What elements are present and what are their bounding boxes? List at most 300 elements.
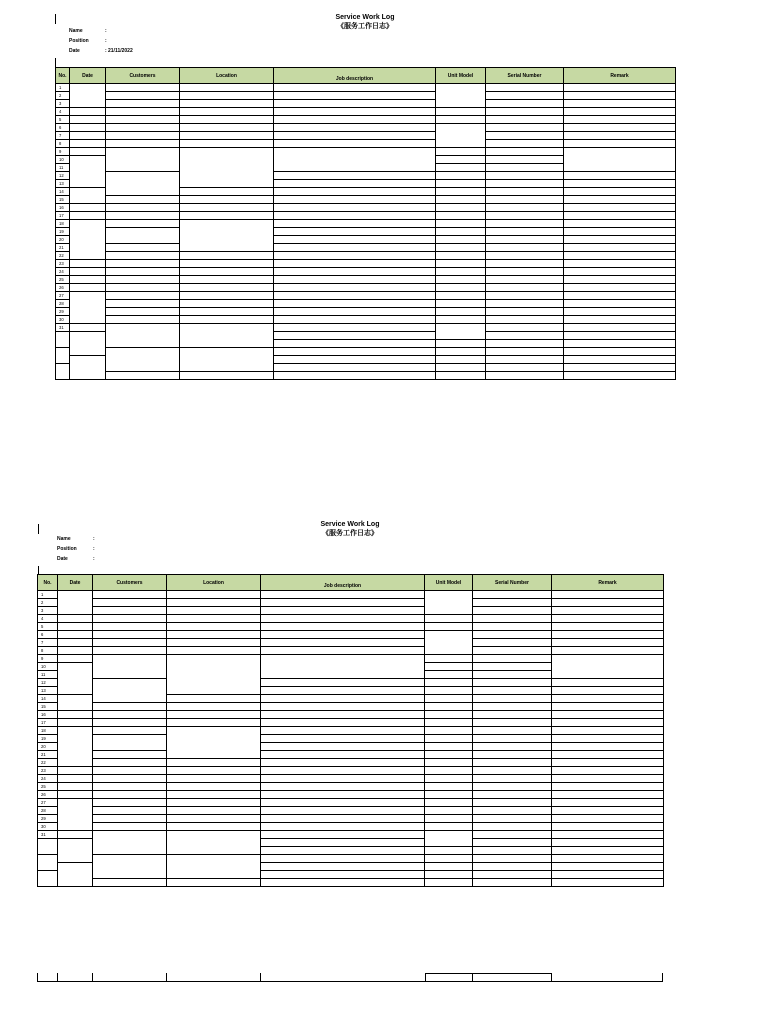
- cell-remark[interactable]: [564, 364, 676, 372]
- cell-customers[interactable]: [93, 687, 167, 695]
- cell-job-description[interactable]: [274, 108, 436, 116]
- cell-location[interactable]: [167, 647, 261, 655]
- cell-serial-number[interactable]: [486, 132, 564, 140]
- cell-serial-number[interactable]: [473, 823, 552, 831]
- cell-location[interactable]: [180, 228, 274, 236]
- cell-location[interactable]: [167, 855, 261, 863]
- cell-serial-number[interactable]: [473, 663, 552, 671]
- cell-job-description[interactable]: [274, 228, 436, 236]
- cell-location[interactable]: [180, 92, 274, 100]
- cell-remark[interactable]: [564, 124, 676, 132]
- cell-job-description[interactable]: [261, 615, 425, 623]
- cell-date[interactable]: [70, 356, 106, 364]
- cell-unit-model[interactable]: [436, 228, 486, 236]
- cell-serial-number[interactable]: [473, 727, 552, 735]
- cell-location[interactable]: [180, 212, 274, 220]
- cell-location[interactable]: [180, 252, 274, 260]
- cell-date[interactable]: [58, 847, 93, 855]
- cell-job-description[interactable]: [274, 140, 436, 148]
- cell-remark[interactable]: [564, 220, 676, 228]
- cell-location[interactable]: [167, 663, 261, 671]
- cell-remark[interactable]: [552, 623, 664, 631]
- cell-remark[interactable]: [564, 148, 676, 156]
- cell-unit-model[interactable]: [425, 711, 473, 719]
- cell-serial-number[interactable]: [473, 791, 552, 799]
- cell-unit-model[interactable]: [436, 124, 486, 132]
- cell-location[interactable]: [167, 711, 261, 719]
- cell-date[interactable]: [70, 148, 106, 156]
- cell-serial-number[interactable]: [473, 783, 552, 791]
- cell-location[interactable]: [180, 108, 274, 116]
- cell-remark[interactable]: [552, 775, 664, 783]
- cell-customers[interactable]: [106, 284, 180, 292]
- cell-remark[interactable]: [564, 268, 676, 276]
- cell-serial-number[interactable]: [486, 244, 564, 252]
- cell-unit-model[interactable]: [425, 615, 473, 623]
- cell-remark[interactable]: [564, 236, 676, 244]
- cell-serial-number[interactable]: [486, 116, 564, 124]
- cell-serial-number[interactable]: [473, 623, 552, 631]
- cell-customers[interactable]: [93, 863, 167, 871]
- cell-customers[interactable]: [106, 276, 180, 284]
- cell-remark[interactable]: [552, 879, 664, 887]
- cell-job-description[interactable]: [261, 815, 425, 823]
- cell-remark[interactable]: [552, 607, 664, 615]
- cell-serial-number[interactable]: [486, 276, 564, 284]
- cell-remark[interactable]: [564, 332, 676, 340]
- cell-customers[interactable]: [93, 639, 167, 647]
- cell-location[interactable]: [180, 340, 274, 348]
- cell-serial-number[interactable]: [473, 807, 552, 815]
- cell-date[interactable]: [70, 220, 106, 228]
- cell-serial-number[interactable]: [486, 180, 564, 188]
- cell-location[interactable]: [167, 695, 261, 703]
- cell-unit-model[interactable]: [436, 92, 486, 100]
- cell-location[interactable]: [167, 687, 261, 695]
- cell-serial-number[interactable]: [486, 316, 564, 324]
- cell-customers[interactable]: [93, 831, 167, 839]
- cell-remark[interactable]: [564, 156, 676, 164]
- cell-remark[interactable]: [552, 695, 664, 703]
- cell-date[interactable]: [58, 743, 93, 751]
- cell-serial-number[interactable]: [486, 348, 564, 356]
- cell-job-description[interactable]: [261, 735, 425, 743]
- cell-location[interactable]: [180, 84, 274, 92]
- cell-customers[interactable]: [106, 92, 180, 100]
- cell-customers[interactable]: [106, 252, 180, 260]
- cell-customers[interactable]: [106, 348, 180, 356]
- cell-customers[interactable]: [106, 244, 180, 252]
- cell-job-description[interactable]: [261, 719, 425, 727]
- cell-customers[interactable]: [106, 116, 180, 124]
- cell-location[interactable]: [167, 775, 261, 783]
- cell-location[interactable]: [180, 244, 274, 252]
- cell-remark[interactable]: [564, 116, 676, 124]
- cell-date[interactable]: [58, 735, 93, 743]
- cell-serial-number[interactable]: [486, 236, 564, 244]
- cell-serial-number[interactable]: [473, 751, 552, 759]
- cell-customers[interactable]: [106, 228, 180, 236]
- cell-remark[interactable]: [552, 831, 664, 839]
- cell-date[interactable]: [58, 879, 93, 887]
- cell-unit-model[interactable]: [425, 767, 473, 775]
- cell-date[interactable]: [70, 132, 106, 140]
- cell-location[interactable]: [180, 100, 274, 108]
- cell-unit-model[interactable]: [425, 671, 473, 679]
- cell-unit-model[interactable]: [425, 703, 473, 711]
- cell-customers[interactable]: [93, 591, 167, 599]
- cell-customers[interactable]: [106, 340, 180, 348]
- cell-location[interactable]: [167, 783, 261, 791]
- cell-date[interactable]: [70, 316, 106, 324]
- cell-location[interactable]: [167, 871, 261, 879]
- cell-customers[interactable]: [93, 839, 167, 847]
- cell-customers[interactable]: [106, 124, 180, 132]
- cell-location[interactable]: [180, 196, 274, 204]
- cell-remark[interactable]: [552, 799, 664, 807]
- cell-customers[interactable]: [93, 775, 167, 783]
- cell-remark[interactable]: [552, 847, 664, 855]
- cell-date[interactable]: [70, 100, 106, 108]
- cell-serial-number[interactable]: [473, 847, 552, 855]
- cell-unit-model[interactable]: [425, 687, 473, 695]
- cell-serial-number[interactable]: [473, 615, 552, 623]
- cell-unit-model[interactable]: [436, 348, 486, 356]
- cell-job-description[interactable]: [274, 252, 436, 260]
- cell-remark[interactable]: [552, 711, 664, 719]
- cell-location[interactable]: [167, 815, 261, 823]
- cell-remark[interactable]: [564, 204, 676, 212]
- cell-remark[interactable]: [564, 260, 676, 268]
- cell-remark[interactable]: [564, 244, 676, 252]
- cell-remark[interactable]: [552, 727, 664, 735]
- cell-date[interactable]: [70, 260, 106, 268]
- cell-job-description[interactable]: [274, 332, 436, 340]
- cell-date[interactable]: [70, 364, 106, 372]
- cell-job-description[interactable]: [274, 156, 436, 164]
- cell-unit-model[interactable]: [425, 839, 473, 847]
- cell-job-description[interactable]: [274, 148, 436, 156]
- cell-serial-number[interactable]: [486, 204, 564, 212]
- cell-unit-model[interactable]: [436, 188, 486, 196]
- cell-customers[interactable]: [106, 84, 180, 92]
- cell-location[interactable]: [180, 164, 274, 172]
- cell-unit-model[interactable]: [425, 807, 473, 815]
- cell-location[interactable]: [180, 140, 274, 148]
- cell-serial-number[interactable]: [486, 308, 564, 316]
- cell-customers[interactable]: [93, 623, 167, 631]
- cell-job-description[interactable]: [274, 116, 436, 124]
- cell-unit-model[interactable]: [425, 655, 473, 663]
- cell-job-description[interactable]: [261, 695, 425, 703]
- cell-remark[interactable]: [552, 855, 664, 863]
- cell-date[interactable]: [58, 807, 93, 815]
- cell-date[interactable]: [58, 599, 93, 607]
- cell-unit-model[interactable]: [425, 799, 473, 807]
- cell-date[interactable]: [70, 372, 106, 380]
- cell-customers[interactable]: [93, 615, 167, 623]
- cell-location[interactable]: [167, 607, 261, 615]
- cell-serial-number[interactable]: [486, 84, 564, 92]
- cell-job-description[interactable]: [261, 599, 425, 607]
- cell-customers[interactable]: [106, 132, 180, 140]
- cell-date[interactable]: [58, 607, 93, 615]
- cell-customers[interactable]: [93, 711, 167, 719]
- cell-job-description[interactable]: [261, 879, 425, 887]
- cell-location[interactable]: [167, 831, 261, 839]
- cell-remark[interactable]: [552, 863, 664, 871]
- cell-unit-model[interactable]: [425, 871, 473, 879]
- cell-date[interactable]: [70, 84, 106, 92]
- cell-location[interactable]: [180, 116, 274, 124]
- cell-job-description[interactable]: [261, 711, 425, 719]
- cell-customers[interactable]: [93, 679, 167, 687]
- cell-customers[interactable]: [106, 324, 180, 332]
- cell-unit-model[interactable]: [425, 735, 473, 743]
- cell-date[interactable]: [58, 831, 93, 839]
- cell-serial-number[interactable]: [473, 695, 552, 703]
- cell-remark[interactable]: [564, 180, 676, 188]
- cell-unit-model[interactable]: [425, 591, 473, 599]
- cell-unit-model[interactable]: [436, 252, 486, 260]
- cell-location[interactable]: [180, 172, 274, 180]
- cell-date[interactable]: [70, 340, 106, 348]
- cell-customers[interactable]: [106, 188, 180, 196]
- cell-location[interactable]: [167, 751, 261, 759]
- cell-date[interactable]: [70, 212, 106, 220]
- cell-serial-number[interactable]: [473, 599, 552, 607]
- cell-unit-model[interactable]: [425, 791, 473, 799]
- cell-customers[interactable]: [93, 647, 167, 655]
- cell-job-description[interactable]: [261, 767, 425, 775]
- cell-remark[interactable]: [552, 599, 664, 607]
- cell-unit-model[interactable]: [436, 260, 486, 268]
- cell-serial-number[interactable]: [473, 703, 552, 711]
- cell-location[interactable]: [180, 292, 274, 300]
- cell-remark[interactable]: [564, 140, 676, 148]
- cell-job-description[interactable]: [274, 356, 436, 364]
- cell-remark[interactable]: [552, 791, 664, 799]
- cell-customers[interactable]: [93, 631, 167, 639]
- cell-serial-number[interactable]: [473, 631, 552, 639]
- cell-remark[interactable]: [564, 316, 676, 324]
- cell-unit-model[interactable]: [425, 831, 473, 839]
- cell-serial-number[interactable]: [486, 100, 564, 108]
- cell-job-description[interactable]: [274, 212, 436, 220]
- cell-job-description[interactable]: [261, 679, 425, 687]
- cell-date[interactable]: [58, 855, 93, 863]
- cell-date[interactable]: [58, 615, 93, 623]
- cell-customers[interactable]: [93, 855, 167, 863]
- cell-date[interactable]: [58, 655, 93, 663]
- cell-unit-model[interactable]: [436, 244, 486, 252]
- cell-customers[interactable]: [106, 260, 180, 268]
- cell-unit-model[interactable]: [425, 823, 473, 831]
- cell-unit-model[interactable]: [436, 308, 486, 316]
- cell-unit-model[interactable]: [436, 324, 486, 332]
- cell-job-description[interactable]: [261, 863, 425, 871]
- cell-serial-number[interactable]: [473, 735, 552, 743]
- cell-unit-model[interactable]: [436, 116, 486, 124]
- cell-location[interactable]: [167, 623, 261, 631]
- cell-customers[interactable]: [106, 356, 180, 364]
- cell-serial-number[interactable]: [473, 591, 552, 599]
- cell-customers[interactable]: [106, 164, 180, 172]
- cell-job-description[interactable]: [261, 671, 425, 679]
- cell-customers[interactable]: [93, 599, 167, 607]
- cell-remark[interactable]: [564, 340, 676, 348]
- cell-unit-model[interactable]: [436, 100, 486, 108]
- cell-remark[interactable]: [552, 663, 664, 671]
- cell-job-description[interactable]: [261, 823, 425, 831]
- cell-serial-number[interactable]: [473, 815, 552, 823]
- cell-date[interactable]: [58, 783, 93, 791]
- cell-date[interactable]: [58, 663, 93, 671]
- cell-customers[interactable]: [106, 236, 180, 244]
- date-value[interactable]: 21/11/2022: [108, 48, 133, 54]
- cell-location[interactable]: [180, 308, 274, 316]
- cell-customers[interactable]: [93, 759, 167, 767]
- cell-unit-model[interactable]: [425, 663, 473, 671]
- cell-customers[interactable]: [93, 783, 167, 791]
- cell-unit-model[interactable]: [425, 599, 473, 607]
- cell-remark[interactable]: [552, 703, 664, 711]
- cell-serial-number[interactable]: [486, 156, 564, 164]
- cell-location[interactable]: [167, 671, 261, 679]
- cell-location[interactable]: [180, 356, 274, 364]
- cell-job-description[interactable]: [274, 276, 436, 284]
- cell-date[interactable]: [58, 759, 93, 767]
- cell-serial-number[interactable]: [486, 228, 564, 236]
- cell-date[interactable]: [70, 188, 106, 196]
- cell-customers[interactable]: [106, 332, 180, 340]
- cell-job-description[interactable]: [261, 799, 425, 807]
- cell-customers[interactable]: [106, 172, 180, 180]
- cell-unit-model[interactable]: [436, 148, 486, 156]
- cell-date[interactable]: [70, 108, 106, 116]
- cell-date[interactable]: [58, 751, 93, 759]
- cell-serial-number[interactable]: [473, 759, 552, 767]
- cell-customers[interactable]: [106, 204, 180, 212]
- cell-date[interactable]: [58, 687, 93, 695]
- cell-customers[interactable]: [93, 663, 167, 671]
- cell-remark[interactable]: [564, 212, 676, 220]
- cell-date[interactable]: [70, 124, 106, 132]
- cell-date[interactable]: [70, 228, 106, 236]
- cell-remark[interactable]: [552, 823, 664, 831]
- cell-remark[interactable]: [552, 679, 664, 687]
- cell-serial-number[interactable]: [486, 172, 564, 180]
- cell-unit-model[interactable]: [425, 623, 473, 631]
- cell-unit-model[interactable]: [425, 639, 473, 647]
- cell-date[interactable]: [58, 647, 93, 655]
- cell-location[interactable]: [167, 599, 261, 607]
- cell-unit-model[interactable]: [436, 108, 486, 116]
- cell-remark[interactable]: [564, 324, 676, 332]
- cell-customers[interactable]: [106, 148, 180, 156]
- cell-job-description[interactable]: [274, 236, 436, 244]
- cell-unit-model[interactable]: [425, 775, 473, 783]
- cell-location[interactable]: [180, 180, 274, 188]
- cell-job-description[interactable]: [274, 220, 436, 228]
- cell-serial-number[interactable]: [473, 879, 552, 887]
- cell-customers[interactable]: [106, 180, 180, 188]
- cell-location[interactable]: [167, 631, 261, 639]
- cell-customers[interactable]: [93, 815, 167, 823]
- cell-location[interactable]: [180, 300, 274, 308]
- cell-serial-number[interactable]: [486, 188, 564, 196]
- cell-unit-model[interactable]: [425, 751, 473, 759]
- cell-serial-number[interactable]: [473, 775, 552, 783]
- cell-remark[interactable]: [552, 839, 664, 847]
- cell-date[interactable]: [58, 767, 93, 775]
- cell-remark[interactable]: [552, 767, 664, 775]
- cell-serial-number[interactable]: [473, 655, 552, 663]
- cell-remark[interactable]: [552, 671, 664, 679]
- cell-job-description[interactable]: [261, 631, 425, 639]
- cell-date[interactable]: [70, 324, 106, 332]
- cell-remark[interactable]: [552, 655, 664, 663]
- cell-serial-number[interactable]: [486, 164, 564, 172]
- cell-customers[interactable]: [106, 300, 180, 308]
- cell-unit-model[interactable]: [436, 364, 486, 372]
- cell-customers[interactable]: [106, 100, 180, 108]
- cell-job-description[interactable]: [261, 783, 425, 791]
- cell-serial-number[interactable]: [486, 364, 564, 372]
- cell-serial-number[interactable]: [473, 647, 552, 655]
- cell-customers[interactable]: [93, 727, 167, 735]
- cell-unit-model[interactable]: [436, 220, 486, 228]
- cell-customers[interactable]: [93, 871, 167, 879]
- cell-date[interactable]: [58, 639, 93, 647]
- cell-serial-number[interactable]: [486, 292, 564, 300]
- cell-job-description[interactable]: [274, 372, 436, 380]
- cell-location[interactable]: [167, 743, 261, 751]
- cell-location[interactable]: [167, 823, 261, 831]
- cell-serial-number[interactable]: [473, 743, 552, 751]
- cell-customers[interactable]: [93, 791, 167, 799]
- cell-unit-model[interactable]: [436, 172, 486, 180]
- cell-customers[interactable]: [106, 156, 180, 164]
- cell-location[interactable]: [167, 639, 261, 647]
- cell-unit-model[interactable]: [436, 340, 486, 348]
- cell-date[interactable]: [70, 164, 106, 172]
- cell-location[interactable]: [180, 236, 274, 244]
- cell-location[interactable]: [180, 148, 274, 156]
- cell-location[interactable]: [167, 719, 261, 727]
- cell-serial-number[interactable]: [486, 252, 564, 260]
- cell-remark[interactable]: [564, 92, 676, 100]
- cell-location[interactable]: [167, 767, 261, 775]
- cell-location[interactable]: [167, 791, 261, 799]
- cell-serial-number[interactable]: [486, 196, 564, 204]
- cell-date[interactable]: [58, 871, 93, 879]
- cell-date[interactable]: [70, 180, 106, 188]
- cell-serial-number[interactable]: [486, 372, 564, 380]
- cell-date[interactable]: [70, 116, 106, 124]
- cell-customers[interactable]: [106, 292, 180, 300]
- cell-date[interactable]: [58, 695, 93, 703]
- cell-unit-model[interactable]: [425, 847, 473, 855]
- cell-serial-number[interactable]: [473, 687, 552, 695]
- cell-serial-number[interactable]: [473, 679, 552, 687]
- cell-job-description[interactable]: [274, 340, 436, 348]
- cell-date[interactable]: [70, 348, 106, 356]
- cell-remark[interactable]: [552, 815, 664, 823]
- cell-serial-number[interactable]: [486, 268, 564, 276]
- cell-date[interactable]: [70, 268, 106, 276]
- cell-job-description[interactable]: [261, 687, 425, 695]
